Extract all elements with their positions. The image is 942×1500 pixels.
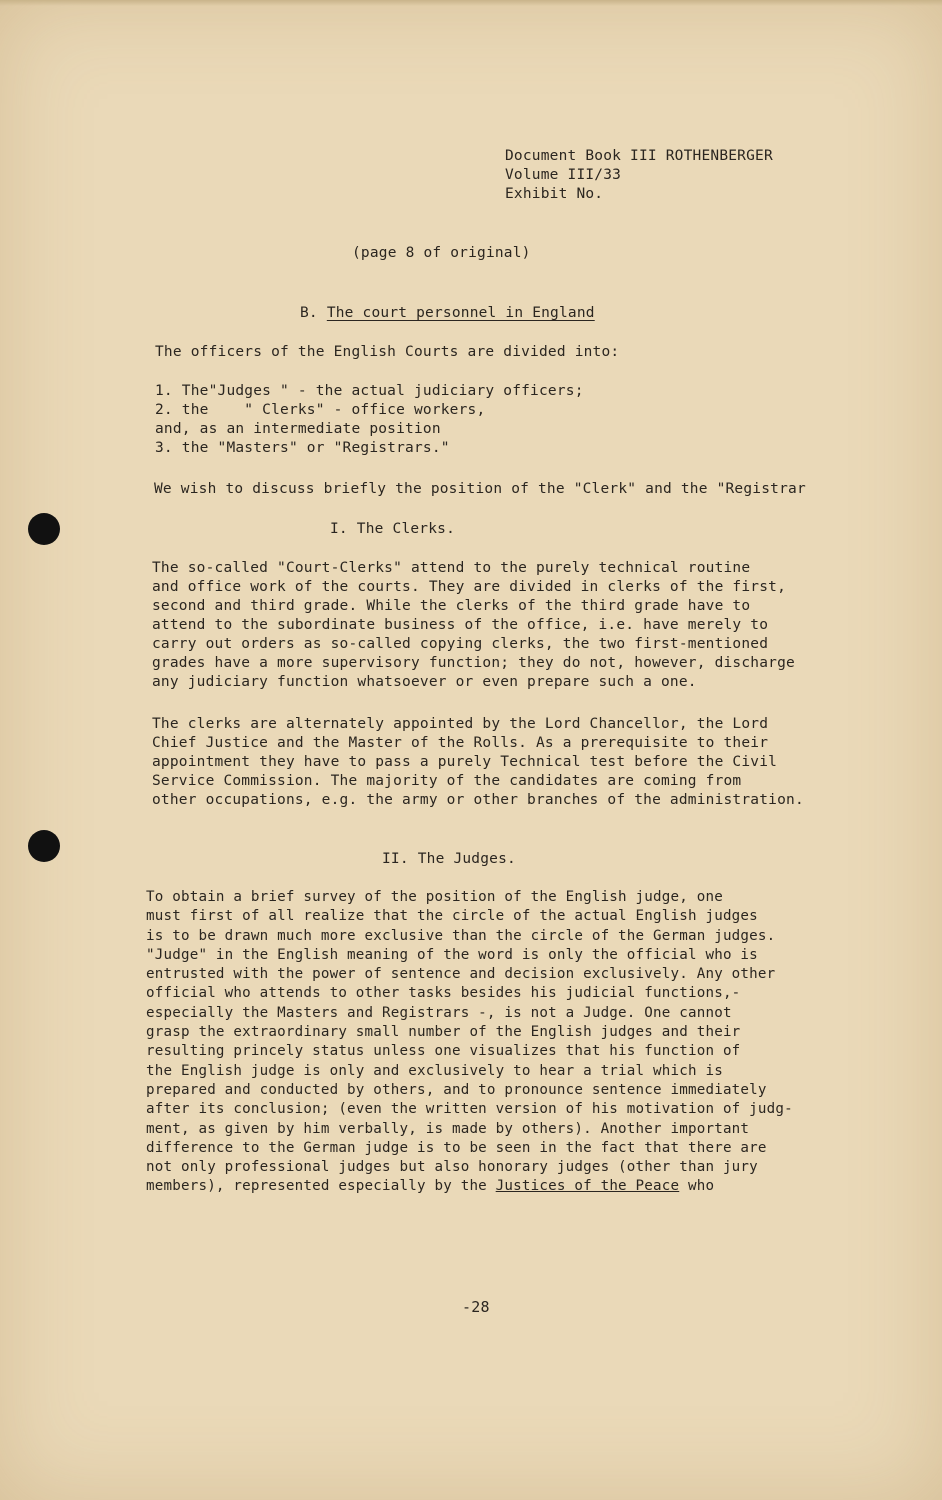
text-line: The clerks are alternately appointed by the Lord Chancellor, the Lord bbox=[152, 716, 769, 732]
header-line: Exhibit No. bbox=[505, 186, 604, 202]
text-line: ment, as given by him verbally, is made by others). Another important bbox=[146, 1120, 750, 1137]
text-line: attend to the subordinate business of the office, i.e. have merely to bbox=[152, 617, 769, 633]
text-line: "Judge" in the English meaning of the word is only the official who is bbox=[146, 946, 758, 963]
document-header bbox=[505, 147, 773, 204]
clerks-paragraph-2 bbox=[152, 715, 804, 810]
punch-hole bbox=[28, 830, 60, 862]
list-item: 1. The"Judges " - the actual judiciary officers; bbox=[155, 383, 584, 399]
section-title-text: The court personnel in England bbox=[326, 305, 595, 321]
page-number: -28 bbox=[462, 1298, 490, 1316]
judges-heading: II. The Judges. bbox=[382, 851, 516, 867]
section-prefix: B. bbox=[300, 305, 318, 321]
paper-edge bbox=[0, 0, 942, 6]
text-line: other occupations, e.g. the army or other branches of the administration. bbox=[152, 792, 804, 808]
text-line: must first of all realize that the circle of the actual English judges bbox=[146, 908, 758, 925]
text-line: any judiciary function whatsoever or even prepare such a one. bbox=[152, 674, 697, 690]
text-line: and office work of the courts. They are divided in clerks of the first, bbox=[152, 579, 787, 595]
text-line: official who attends to other tasks besides his judicial functions,- bbox=[146, 985, 741, 1002]
text-line: after its conclusion; (even the written version of his motivation of judg- bbox=[146, 1101, 793, 1118]
header-line: Volume III/33 bbox=[505, 167, 622, 183]
text-line: To obtain a brief survey of the position of the English judge, one bbox=[146, 889, 723, 905]
text-line: difference to the German judge is to be seen in the fact that there are bbox=[146, 1139, 767, 1156]
text-line: appointment they have to pass a purely Technical test before the Civil bbox=[152, 754, 778, 770]
text-line: resulting princely status unless one visualizes that his function of bbox=[146, 1043, 741, 1060]
justices-of-the-peace: Justices of the Peace bbox=[495, 1178, 680, 1195]
text-line: is to be drawn much more exclusive than the circle of the German judges. bbox=[146, 927, 776, 944]
text-line: carry out orders as so-called copying clerks, the two first-mentioned bbox=[152, 636, 769, 652]
list-item: 2. the " Clerks" - office workers, bbox=[155, 402, 486, 418]
text-line: second and third grade. While the clerks of the third grade have to bbox=[152, 598, 751, 614]
text-line-end: who bbox=[679, 1178, 715, 1195]
punch-hole bbox=[28, 513, 60, 545]
judges-paragraph bbox=[146, 888, 793, 1197]
clerks-heading: I. The Clerks. bbox=[330, 521, 456, 537]
text-line: the English judge is only and exclusively to hear a trial which is bbox=[146, 1062, 723, 1079]
header-line: Document Book III ROTHENBERGER bbox=[505, 148, 773, 164]
section-title bbox=[300, 304, 595, 323]
text-line: grades have a more supervisory function; they do not, however, discharge bbox=[152, 655, 795, 671]
text-line: Service Commission. The majority of the candidates are coming from bbox=[152, 773, 742, 789]
text-line: prepared and conducted by others, and to pronounce sentence immediately bbox=[146, 1081, 767, 1098]
list-item: and, as an intermediate position bbox=[155, 421, 441, 437]
officer-list bbox=[155, 382, 584, 458]
text-line: especially the Masters and Registrars -, is not a Judge. One cannot bbox=[146, 1004, 732, 1021]
text-line: The so-called "Court-Clerks" attend to the purely technical routine bbox=[152, 560, 751, 576]
text-line: not only professional judges but also honorary judges (other than jury bbox=[146, 1159, 758, 1176]
clerks-paragraph-1 bbox=[152, 559, 795, 692]
text-line: Chief Justice and the Master of the Rolls. As a prerequisite to their bbox=[152, 735, 769, 751]
discussion-line: We wish to discuss briefly the position of the "Clerk" and the "Registrar bbox=[154, 481, 806, 497]
text-line: grasp the extraordinary small number of the English judges and their bbox=[146, 1024, 741, 1041]
page-caption: (page 8 of original) bbox=[352, 245, 531, 261]
list-item: 3. the "Masters" or "Registrars." bbox=[155, 440, 450, 456]
text-line: members), represented especially by the bbox=[146, 1178, 496, 1195]
intro-line: The officers of the English Courts are divided into: bbox=[155, 344, 620, 360]
text-line: entrusted with the power of sentence and decision exclusively. Any other bbox=[146, 966, 776, 983]
